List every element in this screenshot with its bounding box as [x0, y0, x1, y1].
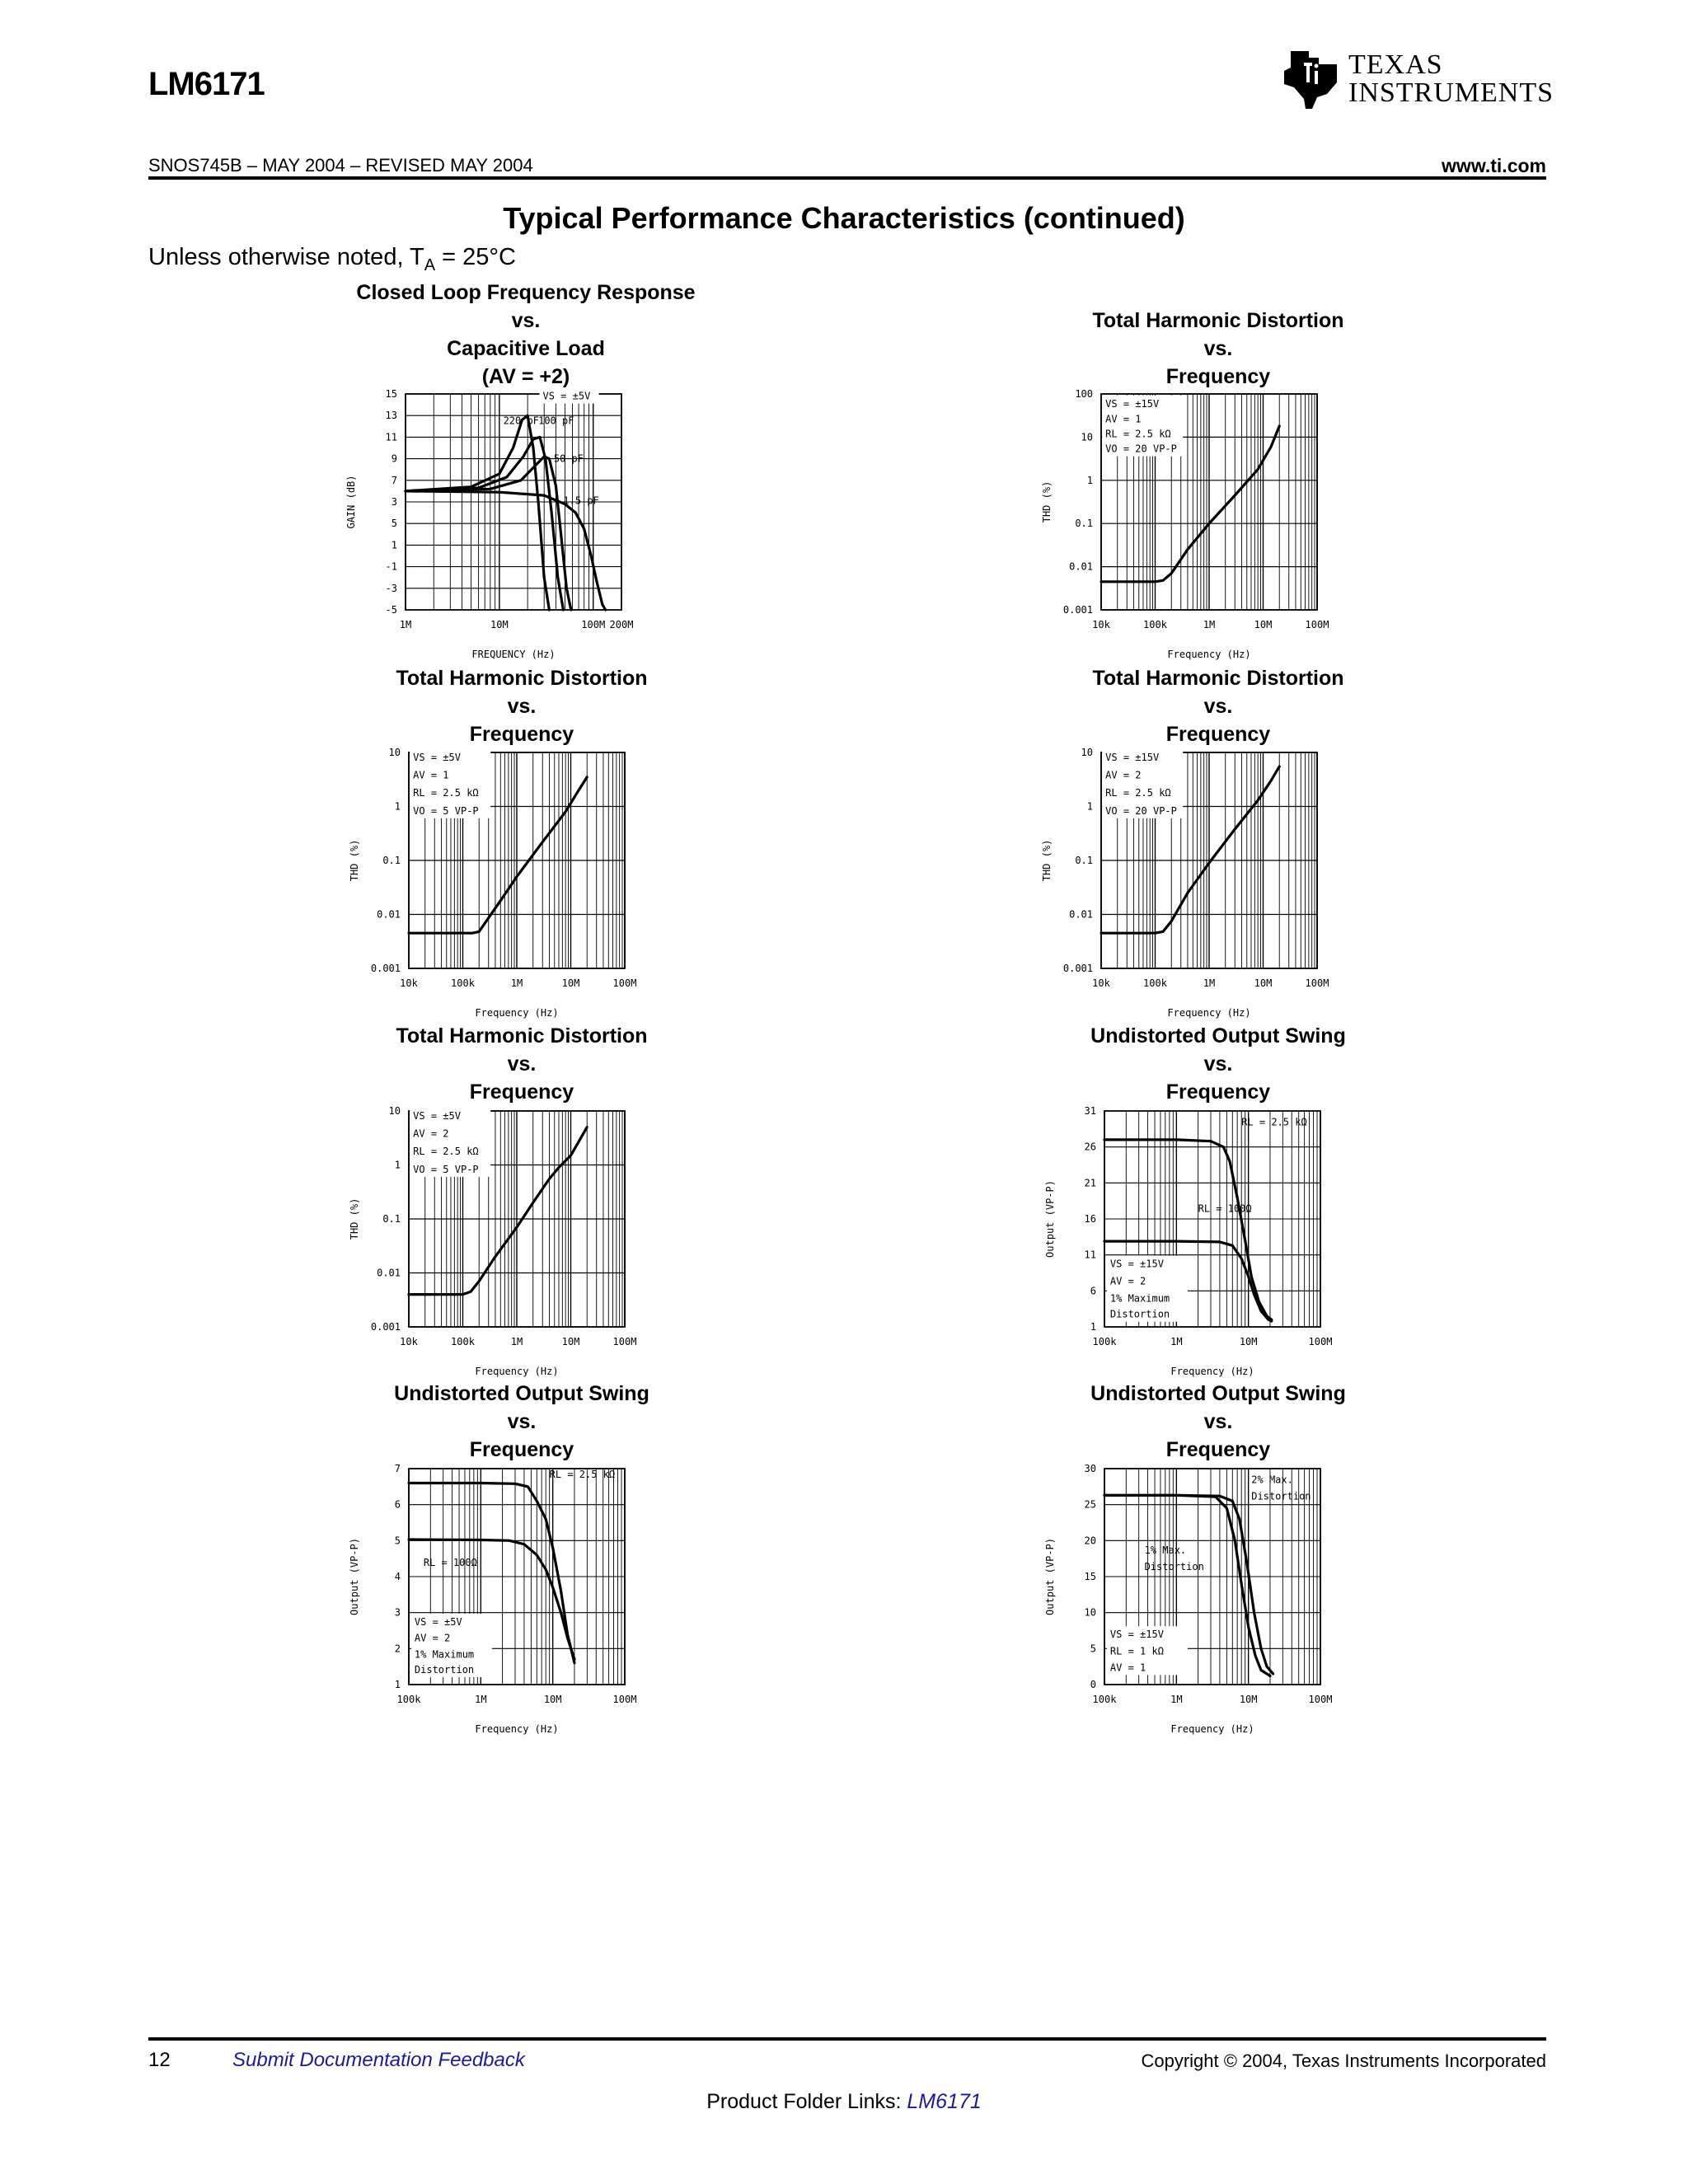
- y-tick-label: 3: [394, 1606, 401, 1619]
- y-tick-label: 16: [1084, 1213, 1096, 1225]
- condition-label: RL = 1 kΩ: [1109, 1645, 1164, 1657]
- chart-title-line: (AV = +2): [481, 365, 570, 388]
- y-tick-label: 25: [1084, 1498, 1096, 1511]
- chart-4: [1027, 744, 1342, 1026]
- y-tick-label: 1: [394, 1679, 401, 1690]
- chart-title-line: Undistorted Output Swing: [1090, 1382, 1346, 1405]
- y-tick-label: 10: [388, 1105, 401, 1117]
- condition-label: AV = 2: [413, 1127, 449, 1140]
- condition-label: VS = ±15V: [1105, 397, 1160, 410]
- y-tick-label: 7: [394, 1463, 401, 1474]
- x-axis-label: FREQUENCY (Hz): [471, 649, 556, 660]
- chart-3: [335, 744, 649, 1026]
- y-tick-label: 1: [1090, 1321, 1096, 1333]
- series-label: RL = 100Ω: [1198, 1202, 1252, 1215]
- y-tick-label: 5: [391, 518, 397, 530]
- y-tick-label: 0.001: [370, 1321, 401, 1333]
- x-tick-label: 100M: [612, 1694, 637, 1705]
- condition-label: AV = 2: [1109, 1275, 1146, 1287]
- y-tick-label: 10: [388, 747, 401, 758]
- chart-6: [1030, 1103, 1345, 1385]
- chart-title-line: vs.: [1203, 1052, 1233, 1076]
- chart-title: [971, 307, 1465, 391]
- condition-label: VS = ±5V: [413, 1110, 461, 1122]
- chart-title-line: vs.: [511, 309, 541, 332]
- chart-title-line: Capacitive Load: [447, 337, 605, 360]
- y-tick-label: 26: [1084, 1141, 1096, 1153]
- series-label: 1.5 pF: [563, 494, 599, 507]
- y-tick-label: 20: [1084, 1535, 1096, 1547]
- page-number: 12: [148, 2049, 171, 2071]
- y-axis-label: THD (%): [349, 1197, 360, 1240]
- x-tick-label: 1M: [475, 1694, 487, 1705]
- x-tick-label: 1M: [1170, 1336, 1183, 1347]
- x-tick-label: 100k: [451, 977, 475, 989]
- x-axis-label: Frequency (Hz): [1170, 1366, 1254, 1377]
- y-tick-label: 0.01: [377, 908, 401, 921]
- x-tick-label: 100k: [1092, 1336, 1117, 1347]
- chart-title-line: Frequency: [469, 1438, 574, 1461]
- y-tick-label: 0.001: [1062, 963, 1093, 974]
- ti-logo: [1276, 46, 1554, 112]
- header-rule: [148, 176, 1546, 180]
- series-label: RL = 100Ω: [423, 1556, 477, 1568]
- condition-label: VS = ±15V: [1109, 1258, 1164, 1270]
- condition-label: RL = 2.5 kΩ: [1105, 787, 1171, 799]
- chart-title-line: Frequency: [1165, 365, 1271, 388]
- chart-title-line: vs.: [1203, 695, 1233, 718]
- x-tick-label: 10M: [561, 977, 580, 989]
- x-tick-label: 100M: [581, 619, 606, 630]
- x-axis-label: Frequency (Hz): [475, 1007, 559, 1019]
- condition-label: Distortion: [414, 1664, 475, 1676]
- y-tick-label: 10: [1081, 747, 1093, 758]
- y-tick-label: 0.001: [1062, 604, 1093, 616]
- website-link[interactable]: www.ti.com: [1442, 155, 1546, 176]
- chart-title: [971, 1380, 1465, 1464]
- series-label: 1% Max.: [1144, 1544, 1187, 1557]
- x-tick-label: 1M: [510, 1336, 523, 1347]
- condition-label: AV = 1: [1105, 413, 1142, 425]
- series-line: [406, 491, 606, 610]
- chart-title: [971, 1022, 1465, 1106]
- condition-label: RL = 2.5 kΩ: [1105, 428, 1171, 440]
- x-tick-label: 100k: [1143, 619, 1167, 630]
- condition-label: VS = ±5V: [414, 1615, 462, 1628]
- chart-title-line: Total Harmonic Distortion: [396, 667, 648, 690]
- x-tick-label: 10k: [1092, 619, 1110, 630]
- y-tick-label: 1: [1086, 474, 1093, 486]
- y-tick-label: 0: [1090, 1679, 1096, 1690]
- x-tick-label: 100k: [396, 1694, 421, 1705]
- x-axis-label: Frequency (Hz): [1167, 649, 1251, 660]
- y-axis-label: Output (VP-P): [1044, 1180, 1056, 1258]
- chart-2: [1027, 386, 1342, 668]
- y-tick-label: 1: [394, 800, 401, 813]
- condition-label: AV = 2: [414, 1632, 451, 1644]
- y-tick-label: 0.1: [1075, 855, 1093, 866]
- y-tick-label: 1: [1086, 800, 1093, 813]
- condition-label: VO = 20 VP-P: [1105, 443, 1177, 455]
- condition-label: VS = ±15V: [1109, 1629, 1164, 1641]
- y-tick-label: 0.1: [382, 855, 401, 866]
- x-axis-label: Frequency (Hz): [475, 1366, 559, 1377]
- y-axis-label: THD (%): [349, 839, 360, 882]
- series-label: Distortion: [1251, 1490, 1311, 1502]
- y-tick-label: 15: [1084, 1571, 1096, 1582]
- x-tick-label: 1M: [1203, 977, 1216, 989]
- condition-label: VO = 5 VP-P: [413, 1163, 479, 1175]
- y-tick-label: 5: [394, 1535, 401, 1547]
- product-folder-links: [0, 2090, 1688, 2114]
- x-tick-label: 10k: [1092, 977, 1110, 989]
- chart-title: [274, 1380, 769, 1464]
- chart-title-line: Frequency: [1165, 1080, 1271, 1104]
- folder-prefix: Product Folder Links:: [706, 2090, 907, 2113]
- logo-line-1: TEXAS: [1348, 49, 1443, 80]
- chart-title-line: Undistorted Output Swing: [394, 1382, 649, 1405]
- note-subscript: A: [424, 255, 436, 274]
- chart-title-line: Undistorted Output Swing: [1090, 1024, 1346, 1047]
- y-tick-label: 11: [385, 431, 397, 443]
- chart-title-line: Total Harmonic Distortion: [1092, 667, 1344, 690]
- logo-line-2: INSTRUMENTS: [1348, 77, 1554, 108]
- y-tick-label: 5: [1090, 1643, 1096, 1655]
- y-tick-label: 0.001: [370, 963, 401, 974]
- series-label: RL = 2.5 kΩ: [1241, 1116, 1307, 1128]
- x-tick-label: 100M: [1305, 619, 1329, 630]
- document-id: SNOS745B – MAY 2004 – REVISED MAY 2004: [148, 155, 533, 176]
- condition-label: 1% Maximum: [1109, 1292, 1170, 1305]
- y-tick-label: 0.01: [377, 1267, 401, 1279]
- chart-title: [274, 1022, 769, 1106]
- chart-title-line: Closed Loop Frequency Response: [356, 281, 696, 304]
- x-tick-label: 100M: [1308, 1336, 1333, 1347]
- y-tick-label: 13: [385, 410, 397, 422]
- series-label: 2% Max.: [1251, 1474, 1293, 1486]
- condition-label: VO = 20 VP-P: [1105, 804, 1177, 817]
- y-tick-label: -5: [385, 604, 397, 616]
- condition-label: RL = 2.5 kΩ: [413, 787, 479, 799]
- y-axis-label: THD (%): [1041, 839, 1053, 882]
- y-tick-label: 2: [394, 1643, 401, 1655]
- y-tick-label: 30: [1084, 1463, 1096, 1474]
- y-axis-label: Output (VP-P): [349, 1538, 360, 1615]
- x-tick-label: 200M: [609, 619, 634, 630]
- chart-title: [971, 664, 1465, 748]
- chart-7: [335, 1460, 649, 1742]
- ti-logo-wordmark: [1348, 51, 1554, 107]
- x-tick-label: 100k: [1143, 977, 1167, 989]
- y-tick-label: 21: [1084, 1177, 1096, 1189]
- x-tick-label: 100M: [612, 977, 637, 989]
- x-tick-label: 10M: [543, 1694, 562, 1705]
- y-tick-label: -1: [385, 560, 397, 573]
- series-label: Distortion: [1144, 1561, 1204, 1573]
- y-axis-label: Output (VP-P): [1044, 1538, 1056, 1615]
- feedback-link[interactable]: Submit Documentation Feedback: [232, 2049, 525, 2071]
- y-tick-label: 0.1: [382, 1213, 401, 1225]
- x-tick-label: 10k: [400, 977, 418, 989]
- chart-title-line: vs.: [507, 1052, 537, 1076]
- series-label: 100 pF: [538, 415, 574, 427]
- x-tick-label: 1M: [1170, 1694, 1183, 1705]
- y-tick-label: 6: [394, 1498, 401, 1511]
- y-tick-label: 100: [1075, 388, 1093, 400]
- conditions-note: [148, 244, 516, 275]
- y-tick-label: 7: [391, 474, 397, 486]
- x-tick-label: 10k: [400, 1336, 418, 1347]
- condition-label: 1% Maximum: [414, 1648, 475, 1661]
- y-tick-label: 4: [394, 1571, 401, 1582]
- x-tick-label: 10M: [490, 619, 509, 630]
- folder-link[interactable]: LM6171: [907, 2090, 982, 2113]
- chart-title-line: Frequency: [1165, 723, 1271, 746]
- x-tick-label: 100M: [612, 1336, 637, 1347]
- condition-label: VS = ±5V: [413, 752, 461, 764]
- x-tick-label: 10M: [561, 1336, 580, 1347]
- chart-title-line: Total Harmonic Distortion: [1092, 309, 1344, 332]
- x-tick-label: 100M: [1308, 1694, 1333, 1705]
- x-tick-label: 1M: [510, 977, 523, 989]
- chart-title-line: Frequency: [469, 723, 574, 746]
- condition-label: Distortion: [1109, 1308, 1170, 1320]
- condition-label: VS = ±5V: [542, 390, 591, 402]
- chart-title-line: vs.: [1203, 1410, 1233, 1433]
- chart-8: [1030, 1460, 1345, 1742]
- x-tick-label: 1M: [1203, 619, 1216, 630]
- copyright: Copyright © 2004, Texas Instruments Incorporated: [1141, 2050, 1546, 2071]
- condition-label: VS = ±15V: [1105, 752, 1160, 764]
- condition-label: VO = 5 VP-P: [413, 804, 479, 817]
- y-tick-label: 0.1: [1075, 518, 1093, 530]
- y-tick-label: 11: [1084, 1249, 1096, 1261]
- y-tick-label: 10: [1081, 431, 1093, 443]
- y-tick-label: 3: [391, 496, 397, 508]
- condition-label: AV = 1: [413, 769, 449, 781]
- chart-title-line: vs.: [507, 1410, 537, 1433]
- chart-title-line: vs.: [507, 695, 537, 718]
- chart-title: [274, 664, 769, 748]
- x-tick-label: 100k: [451, 1336, 475, 1347]
- x-tick-label: 10M: [1239, 1336, 1258, 1347]
- note-suffix: = 25°C: [435, 244, 516, 270]
- footer-rule: [148, 2037, 1546, 2041]
- x-axis-label: Frequency (Hz): [1170, 1723, 1254, 1735]
- y-tick-label: 10: [1084, 1606, 1096, 1619]
- chart-title-line: vs.: [1203, 337, 1233, 360]
- note-prefix: Unless otherwise noted, T: [148, 244, 424, 270]
- y-axis-label: THD (%): [1041, 480, 1053, 523]
- condition-label: AV = 2: [1105, 769, 1142, 781]
- chart-title: [279, 279, 773, 391]
- series-label: 220 pF: [503, 415, 539, 427]
- chart-1: [331, 386, 646, 668]
- condition-label: AV = 1: [1109, 1661, 1146, 1674]
- y-tick-label: 1: [394, 1159, 401, 1171]
- x-tick-label: 10M: [1254, 977, 1273, 989]
- ti-logo-icon: [1276, 46, 1342, 112]
- x-tick-label: 100k: [1092, 1694, 1117, 1705]
- section-title: Typical Performance Characteristics (continued): [503, 201, 1185, 235]
- x-tick-label: 1M: [399, 619, 412, 630]
- y-tick-label: 0.01: [1069, 908, 1093, 921]
- x-axis-label: Frequency (Hz): [475, 1723, 559, 1735]
- x-tick-label: 100M: [1305, 977, 1329, 989]
- part-number: LM6171: [148, 66, 265, 102]
- y-tick-label: 0.01: [1069, 560, 1093, 573]
- y-tick-label: 6: [1090, 1285, 1096, 1297]
- y-axis-label: GAIN (dB): [345, 475, 357, 529]
- chart-title-line: Frequency: [1165, 1438, 1271, 1461]
- y-tick-label: -3: [385, 582, 397, 594]
- y-tick-label: 9: [391, 452, 397, 465]
- condition-label: RL = 2.5 kΩ: [413, 1146, 479, 1158]
- x-axis-label: Frequency (Hz): [1167, 1007, 1251, 1019]
- chart-5: [335, 1103, 649, 1385]
- y-tick-label: 31: [1084, 1105, 1096, 1117]
- chart-title-line: Total Harmonic Distortion: [396, 1024, 648, 1047]
- x-tick-label: 10M: [1239, 1694, 1258, 1705]
- y-tick-label: 15: [385, 388, 397, 400]
- series-label: RL = 2.5 kΩ: [549, 1468, 616, 1480]
- chart-title-line: Frequency: [469, 1080, 574, 1104]
- x-tick-label: 10M: [1254, 619, 1273, 630]
- series-label: 50 pF: [553, 452, 584, 465]
- y-tick-label: 1: [391, 539, 397, 551]
